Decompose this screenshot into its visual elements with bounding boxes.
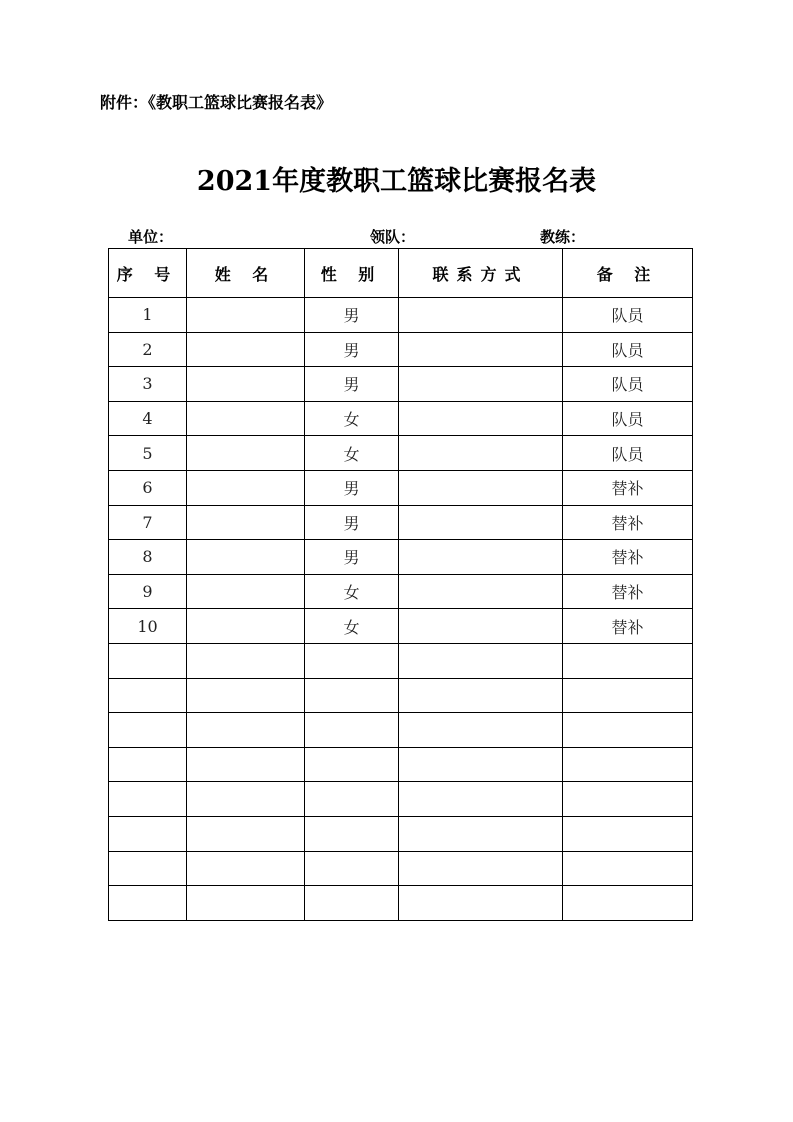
cell-name	[187, 298, 305, 333]
cell-name	[187, 851, 305, 886]
header-name: 姓 名	[187, 249, 305, 298]
cell-gender	[305, 886, 399, 921]
cell-index: 5	[109, 436, 187, 471]
cell-name	[187, 574, 305, 609]
cell-remark: 替补	[563, 609, 693, 644]
cell-name	[187, 505, 305, 540]
table-row	[109, 332, 693, 367]
cell-gender: 男	[305, 505, 399, 540]
cell-contact	[399, 332, 563, 367]
cell-index: 3	[109, 367, 187, 402]
cell-gender: 男	[305, 332, 399, 367]
cell-name	[187, 401, 305, 436]
cell-contact	[399, 574, 563, 609]
cell-index	[109, 782, 187, 817]
cell-index: 6	[109, 470, 187, 505]
cell-gender: 男	[305, 367, 399, 402]
registration-table	[108, 248, 693, 921]
cell-name	[187, 367, 305, 402]
cell-name	[187, 540, 305, 575]
table-row	[109, 747, 693, 782]
cell-index: 4	[109, 401, 187, 436]
leader-label: 领队：	[370, 228, 416, 246]
cell-remark: 队员	[563, 298, 693, 333]
cell-contact	[399, 643, 563, 678]
header-remark: 备 注	[563, 249, 693, 298]
cell-remark: 队员	[563, 367, 693, 402]
cell-contact	[399, 367, 563, 402]
cell-remark	[563, 643, 693, 678]
cell-gender: 女	[305, 609, 399, 644]
cell-name	[187, 713, 305, 748]
table-row	[109, 816, 693, 851]
cell-name	[187, 816, 305, 851]
cell-remark	[563, 678, 693, 713]
cell-contact	[399, 401, 563, 436]
table-row	[109, 678, 693, 713]
table-row	[109, 540, 693, 575]
cell-index: 2	[109, 332, 187, 367]
cell-remark	[563, 713, 693, 748]
cell-remark	[563, 747, 693, 782]
cell-index	[109, 886, 187, 921]
cell-contact	[399, 851, 563, 886]
cell-remark	[563, 782, 693, 817]
cell-index	[109, 851, 187, 886]
cell-name	[187, 747, 305, 782]
cell-gender: 女	[305, 401, 399, 436]
cell-remark: 队员	[563, 401, 693, 436]
cell-index	[109, 643, 187, 678]
cell-index	[109, 816, 187, 851]
table-row	[109, 401, 693, 436]
page-title: 2021年度教职工篮球比赛报名表	[196, 166, 597, 197]
cell-contact	[399, 505, 563, 540]
table-row	[109, 505, 693, 540]
table-row	[109, 436, 693, 471]
header-index: 序 号	[109, 249, 187, 298]
unit-label: 单位：	[128, 228, 174, 246]
cell-index: 8	[109, 540, 187, 575]
cell-remark: 替补	[563, 574, 693, 609]
cell-remark	[563, 886, 693, 921]
table-row	[109, 470, 693, 505]
cell-gender: 女	[305, 436, 399, 471]
header-gender: 性 别	[305, 249, 399, 298]
table-row	[109, 713, 693, 748]
cell-index	[109, 678, 187, 713]
table-body	[109, 298, 693, 921]
cell-gender	[305, 851, 399, 886]
cell-index: 1	[109, 298, 187, 333]
coach-label: 教练：	[540, 228, 586, 246]
cell-remark: 替补	[563, 505, 693, 540]
cell-contact	[399, 816, 563, 851]
cell-contact	[399, 886, 563, 921]
cell-name	[187, 782, 305, 817]
cell-contact	[399, 298, 563, 333]
cell-contact	[399, 678, 563, 713]
cell-name	[187, 886, 305, 921]
cell-index: 9	[109, 574, 187, 609]
cell-gender: 男	[305, 470, 399, 505]
table-row	[109, 574, 693, 609]
cell-remark: 队员	[563, 332, 693, 367]
cell-contact	[399, 782, 563, 817]
cell-contact	[399, 747, 563, 782]
table-row	[109, 367, 693, 402]
cell-name	[187, 436, 305, 471]
header-contact: 联系方式	[399, 249, 563, 298]
cell-gender: 男	[305, 298, 399, 333]
table-row	[109, 851, 693, 886]
table-row	[109, 298, 693, 333]
cell-contact	[399, 713, 563, 748]
cell-gender	[305, 747, 399, 782]
cell-remark	[563, 851, 693, 886]
cell-gender	[305, 713, 399, 748]
cell-index	[109, 747, 187, 782]
cell-contact	[399, 540, 563, 575]
table-header-row	[109, 249, 693, 298]
cell-gender	[305, 816, 399, 851]
attachment-label: 附件：《教职工篮球比赛报名表》	[100, 93, 333, 112]
cell-contact	[399, 609, 563, 644]
cell-gender	[305, 678, 399, 713]
table-row	[109, 609, 693, 644]
cell-remark: 队员	[563, 436, 693, 471]
table-row	[109, 782, 693, 817]
cell-name	[187, 643, 305, 678]
cell-gender	[305, 782, 399, 817]
cell-remark: 替补	[563, 540, 693, 575]
table-row	[109, 643, 693, 678]
cell-name	[187, 332, 305, 367]
cell-index	[109, 713, 187, 748]
cell-name	[187, 678, 305, 713]
cell-index: 10	[109, 609, 187, 644]
cell-name	[187, 470, 305, 505]
cell-index: 7	[109, 505, 187, 540]
cell-remark: 替补	[563, 470, 693, 505]
cell-name	[187, 609, 305, 644]
cell-remark	[563, 816, 693, 851]
table-row	[109, 886, 693, 921]
cell-gender	[305, 643, 399, 678]
cell-gender: 男	[305, 540, 399, 575]
cell-contact	[399, 436, 563, 471]
cell-contact	[399, 470, 563, 505]
cell-gender: 女	[305, 574, 399, 609]
